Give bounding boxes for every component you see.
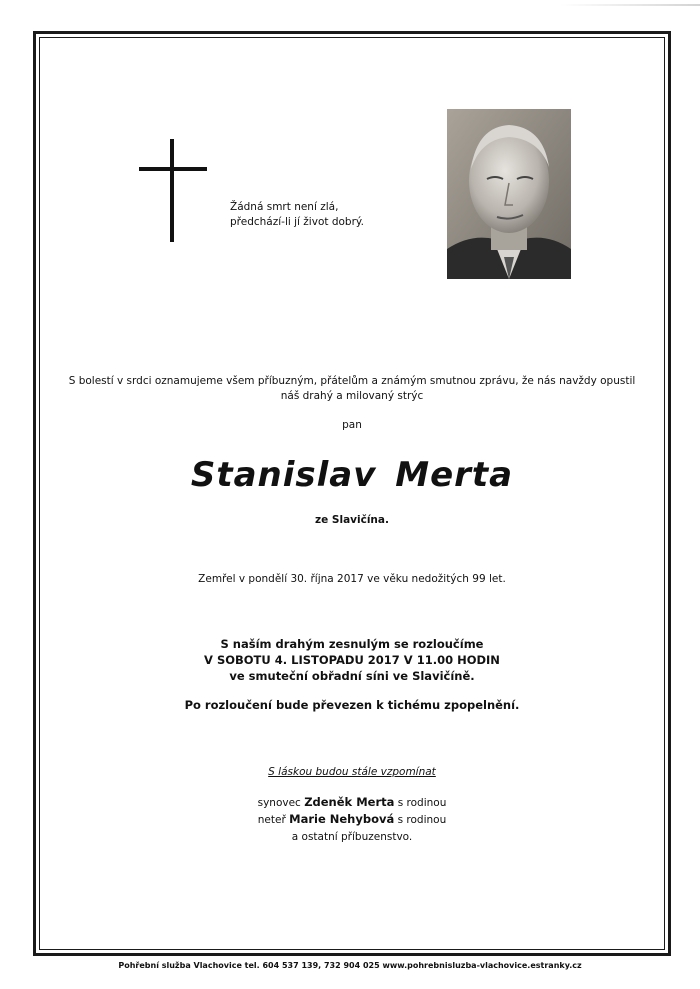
deceased-origin: ze Slavičína. [315,514,389,526]
mourner-name: Marie Nehybová [289,812,395,826]
mourner-name: Zdeněk Merta [304,795,395,809]
portrait-photo [447,109,571,279]
mourner-suffix: s rodinou [394,814,447,826]
farewell-place: ve smuteční obřadní síni ve Slavičíně. [229,669,475,683]
deceased-name: Stanislav Merta [190,455,514,495]
farewell-date: V SOBOTU 4. LISTOPADU 2017 V 11.00 HODIN [204,653,500,667]
motto-line: Žádná smrt není zlá, [230,201,339,213]
mourner-prefix: synovec [257,797,305,809]
farewell-info [39,636,665,684]
mourner-line [39,794,665,811]
mourner-line [39,811,665,828]
announcement-line: náš drahý a milovaný strýc [280,390,424,402]
motto-line: předchází-li jí život dobrý. [230,216,364,228]
salutation: pan [342,419,362,431]
farewell-line: S naším drahým zesnulým se rozloučíme [220,637,484,651]
mourner-prefix: neteř [257,814,290,826]
death-notice: Zemřel v pondělí 30. října 2017 ve věku nedožitých 99 let. [198,573,506,585]
footer-contact: Pohřební služba Vlachovice tel. 604 537 139, 732 904 025 www.pohrebnisluzba-vlachovice.estranky.cz [118,961,582,970]
mourners-list [39,794,665,845]
scan-artifact [560,4,700,6]
remembrance-heading: S láskou budou stále vzpomínat [268,766,436,778]
cross-horizontal-bar [139,167,207,171]
mourner-prefix: a ostatní příbuzenstvo. [291,831,413,843]
announcement-line: S bolestí v srdci oznamujeme všem příbuzným, přátelům a známým smutnou zprávu, že nás navždy opustil [68,375,636,387]
mourner-suffix: s rodinou [394,797,447,809]
portrait-image [447,109,571,279]
motto [230,200,430,230]
announcement [39,374,665,404]
mourner-line [39,828,665,845]
cremation-note: Po rozloučení bude převezen k tichému zpopelnění. [184,698,520,712]
cross-vertical-bar [170,139,174,242]
